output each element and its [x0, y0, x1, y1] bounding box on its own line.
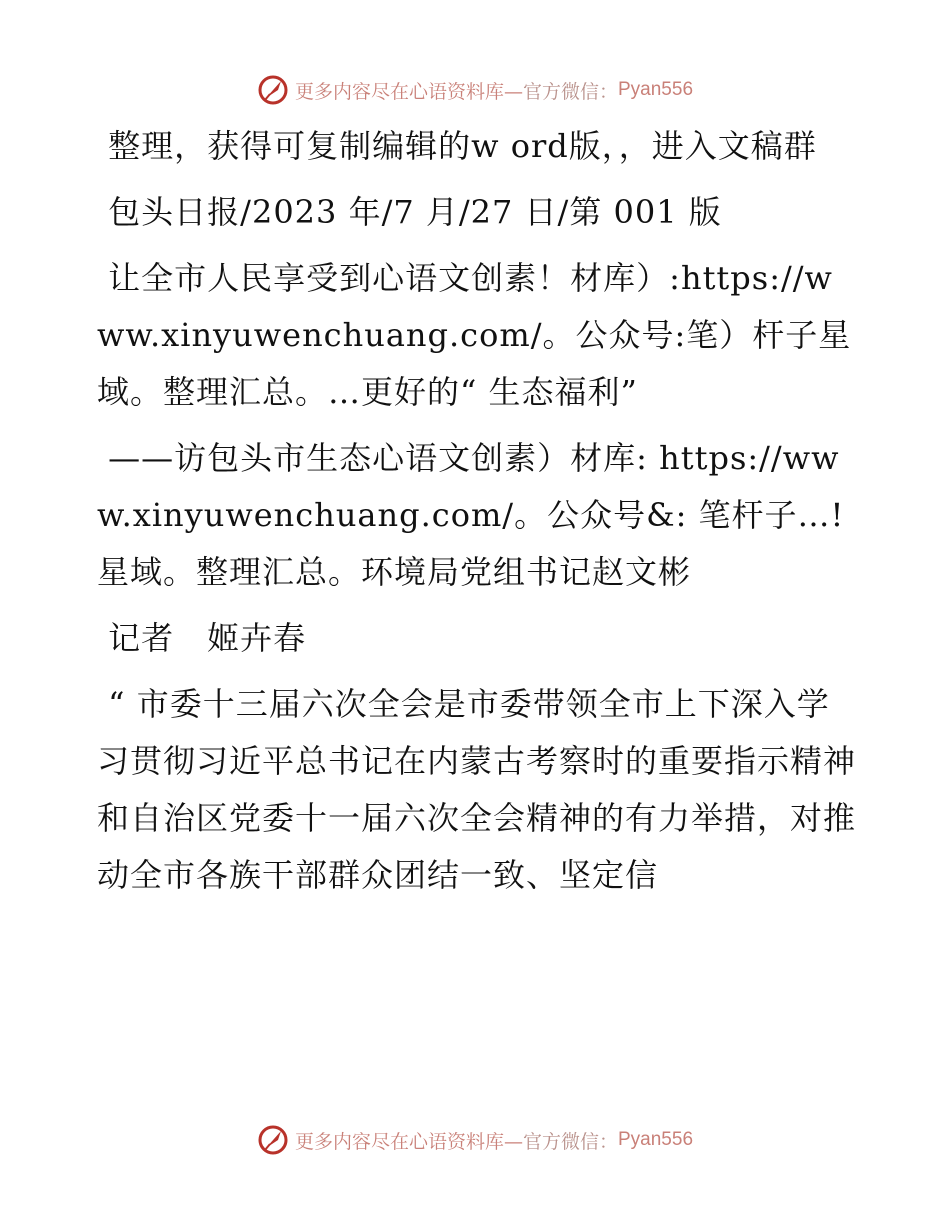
- header-banner: [0, 70, 950, 110]
- quill-logo-icon: [257, 1124, 289, 1156]
- banner-wechat-id: Pyan556: [618, 1129, 694, 1150]
- document-body: [97, 118, 857, 913]
- paragraph-intro: 整理，获得可复制编辑的w ord版，，进入文稿群: [97, 127, 817, 165]
- paragraph-body: “ 市委十三届六次全会是市委带领全市上下深入学习贯彻习近平总书记在内蒙古考察时的重要指示精神和自治区党委十一届六次全会精神的有力举措，对推动全市各族干部群众团结一致、坚定信: [97, 685, 857, 894]
- paragraph-reporter: 记者 姬卉春: [97, 619, 307, 657]
- banner-wechat-label: 官方微信：: [522, 1130, 618, 1153]
- banner-wechat-id: Pyan556: [618, 79, 694, 100]
- banner-wechat-label: 官方微信：: [522, 80, 618, 103]
- quill-logo-icon: [257, 74, 289, 106]
- banner-text: 更多内容尽在心语资料库—: [294, 80, 523, 103]
- paragraph-subheadline: ——访包头市生态心语文创素）材库: https://www.xinyuwenchuang.com/。公众号&: 笔杆子…!星域。整理汇总。环境局党组书记赵文彬: [97, 439, 845, 591]
- footer-banner: [0, 1120, 950, 1160]
- banner-text: 更多内容尽在心语资料库—: [294, 1130, 523, 1153]
- paragraph-headline: 让全市人民享受到心语文创素！材库）:https://www.xinyuwenchuang.com/。公众号:笔）杆子星域。整理汇总。…更好的“ 生态福利”: [97, 259, 852, 411]
- paragraph-source: 包头日报/2023 年/7 月/27 日/第 001 版: [97, 193, 722, 231]
